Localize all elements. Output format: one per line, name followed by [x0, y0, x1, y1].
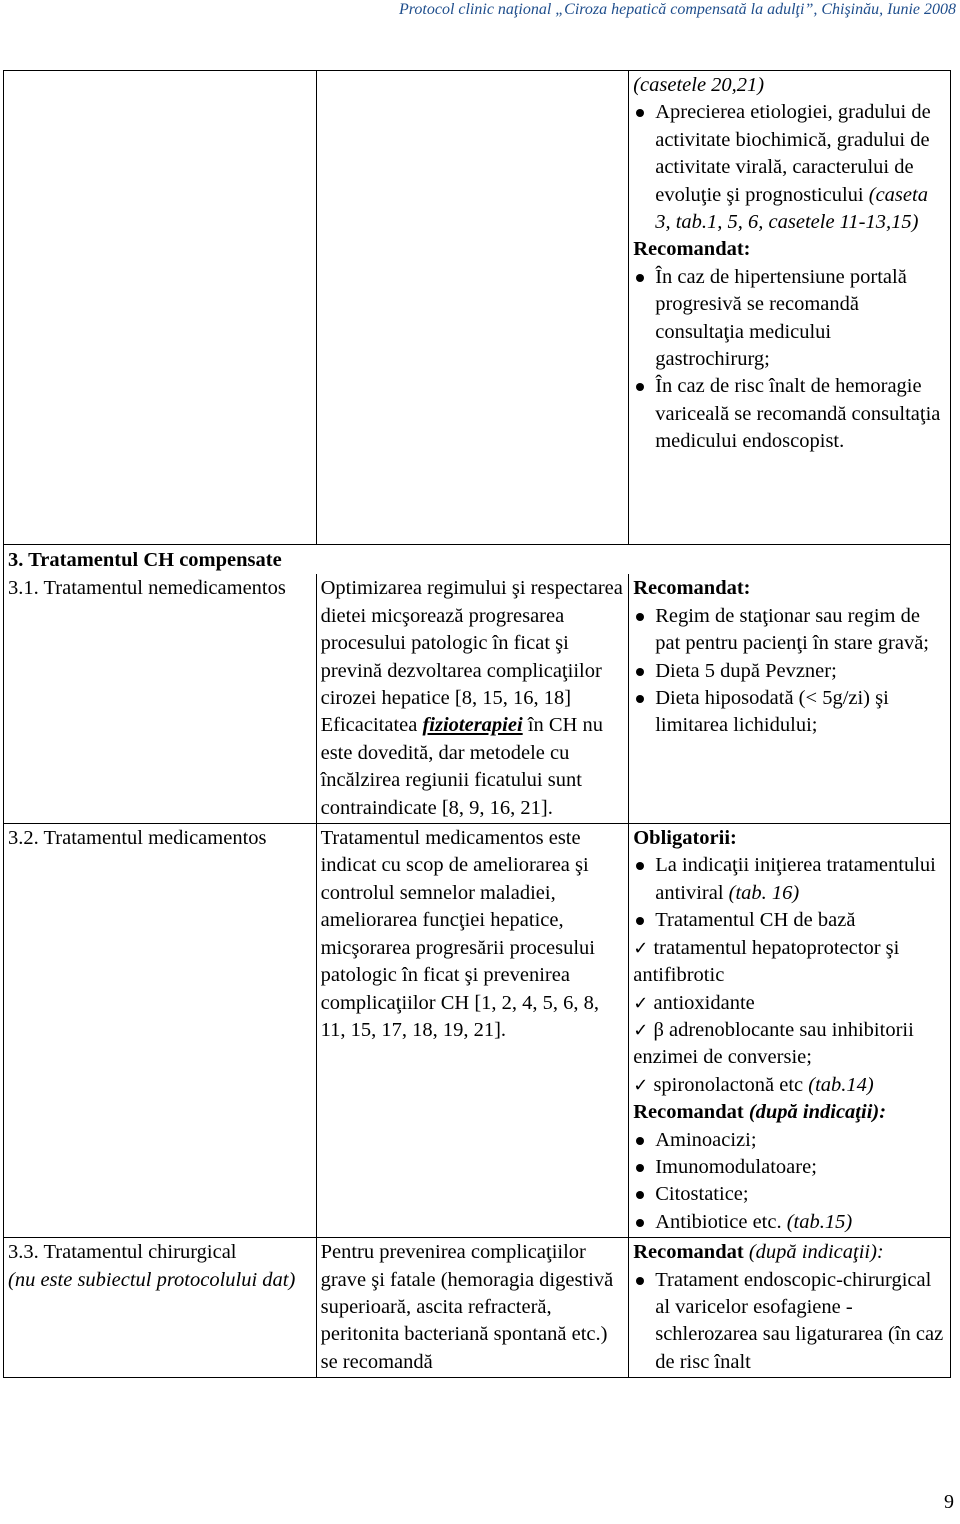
table-row-continuation: [4, 71, 951, 545]
table-row-3-3: [4, 1238, 951, 1378]
row-label-note: (nu este subiectul protocolului dat): [8, 1268, 296, 1291]
list-item: Aminoacizi;: [633, 1127, 946, 1154]
section-heading-row: [4, 545, 951, 575]
table-row-3-1: [4, 574, 951, 823]
continuation-cell: [629, 71, 951, 545]
recomandat-label: Recomandat:: [633, 238, 751, 261]
check-icon: ✓: [633, 1074, 649, 1096]
bullet-list: [633, 1267, 946, 1377]
empty-cell: [4, 71, 317, 545]
list-item: Aprecierea etiologiei, gradului de activitate biochimică, gradului de activitate virală, caracterului de evoluţie şi prognosticului (caseta 3, tab.1, 5, 6, casetele 11-13,15): [633, 99, 946, 236]
list-item: Dieta 5 după Pevzner;: [633, 658, 946, 685]
obligatorii-label: Obligatorii:: [633, 827, 737, 850]
check-item: ✓ antioxidante: [633, 991, 755, 1014]
check-icon: ✓: [633, 1019, 649, 1041]
bullet-list: [633, 99, 946, 236]
bullet-list: [633, 852, 946, 934]
list-item: La indicaţii iniţierea tratamentului antiviral (tab. 16): [633, 852, 946, 907]
check-item: ✓ β adrenoblocante sau inhibitorii enzimei de conversie;: [633, 1018, 914, 1069]
recomandat-label: Recomandat:: [633, 577, 751, 600]
list-item: Antibiotice etc. (tab.15): [633, 1209, 946, 1236]
empty-cell: [316, 71, 629, 545]
row-description: [316, 574, 629, 823]
list-item: Tratamentul CH de bază: [633, 907, 946, 934]
list-item: Dieta hiposodată (< 5g/zi) şi limitarea lichidului;: [633, 685, 946, 740]
row-description: Pentru prevenirea complicaţiilor grave şi fatale (hemoragia digestivă superioară, ascita refracteră, peritonita bacteriană spontană etc.) se recomandă: [316, 1238, 629, 1378]
row-recommendations: [629, 574, 951, 823]
table-row-3-2: [4, 824, 951, 1238]
list-item: Regim de staţionar sau regim de pat pentru pacienţi în stare gravă;: [633, 603, 946, 658]
list-item: În caz de hipertensiune portală progresivă se recomandă consultaţia medicului gastrochirurg;: [633, 264, 946, 374]
running-header: Protocol clinic naţional „Ciroza hepatică compensată la adulţi”, Chişinău, Iunie 2008: [398, 1, 956, 18]
list-item: Citostatice;: [633, 1181, 946, 1208]
list-item: În caz de risc înalt de hemoragie variceală se recomandă consultaţia medicului endoscopist.: [633, 373, 946, 455]
row-recommendations: [629, 1238, 951, 1378]
list-item: Tratament endoscopic-chirurgical al varicelor esofagiene - schlerozarea sau ligaturarea (în caz de risc înalt: [633, 1267, 946, 1377]
row-label: 3.2. Tratamentul medicamentos: [4, 824, 317, 1238]
page-number: 9: [944, 1490, 954, 1513]
row-label: 3.3. Tratamentul chirurgical (nu este subiectul protocolului dat): [4, 1238, 317, 1378]
recomandat-label: Recomandat (după indicaţii):: [633, 1101, 887, 1124]
paragraph: Optimizarea regimului şi respectarea dietei micşorează progresarea procesului patologic în ficat şi prevină dezvoltarea complicaţiilor cirozei hepatice [8, 15, 16, 18]: [320, 577, 623, 710]
paragraph: Eficacitatea fizioterapiei în CH nu este dovedită, dar metodele cu încălzirea regiunii ficatului sunt contraindicate [8, 9, 16, 21].: [320, 714, 603, 819]
bullet-list: [633, 264, 946, 456]
row-label: 3.1. Tratamentul nemedicamentos: [4, 574, 317, 823]
bullet-list: [633, 603, 946, 740]
check-icon: ✓: [633, 937, 649, 959]
casetele-ref: (casetele 20,21): [633, 74, 765, 96]
row-recommendations: [629, 824, 951, 1238]
protocol-table: [3, 70, 951, 1378]
check-icon: ✓: [633, 992, 649, 1014]
bullet-list: [633, 1127, 946, 1237]
check-item: ✓ tratamentul hepatoprotector şi antifibrotic: [633, 936, 900, 987]
row-description: Tratamentul medicamentos este indicat cu scop de ameliorarea şi controlul semnelor maladiei, ameliorarea funcţiei hepatice, micşorarea progresării procesului patologic în ficat şi prevenirea complicaţiilor CH [1, 2, 4, 5, 6, 8, 11, 15, 17, 18, 19, 21].: [316, 824, 629, 1238]
check-item: ✓ spironolactonă etc (tab.14): [633, 1073, 874, 1096]
section-title: 3. Tratamentul CH compensate: [4, 545, 951, 575]
recomandat-label: Recomandat (după indicaţii):: [633, 1241, 884, 1264]
list-item: Imunomodulatoare;: [633, 1154, 946, 1181]
